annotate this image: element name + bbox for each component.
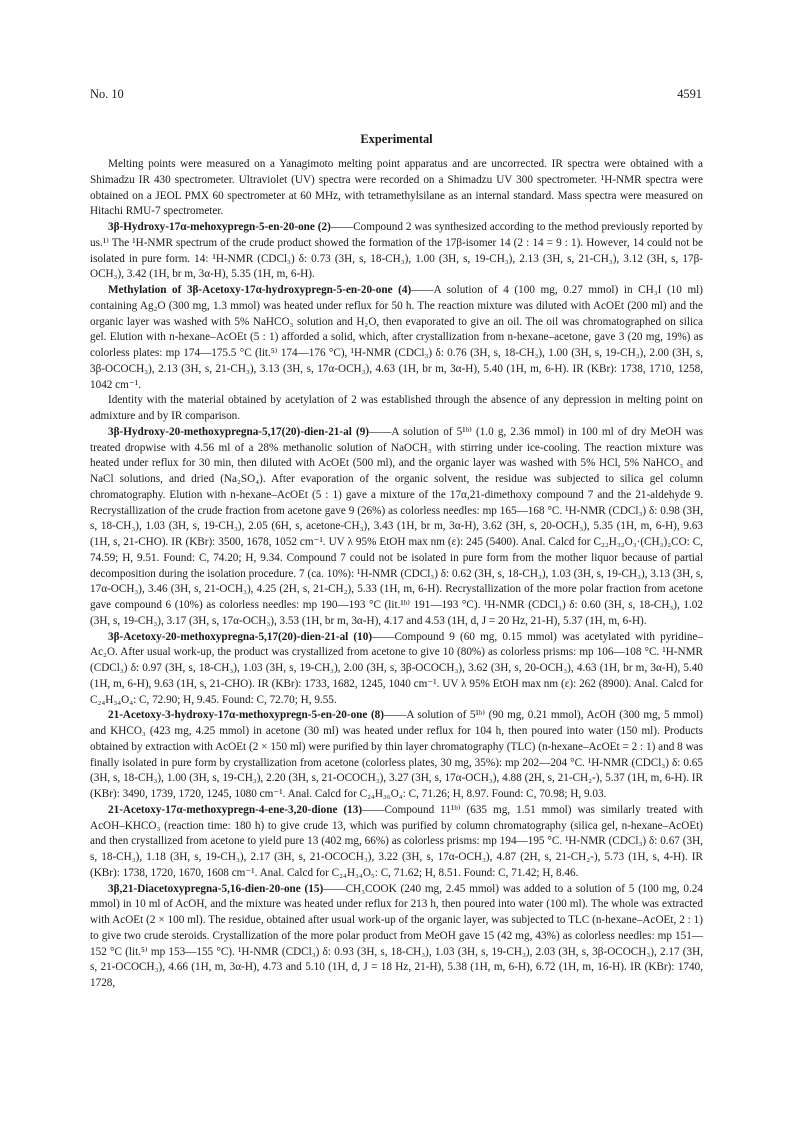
paragraph-text: Identity with the material obtained by acetylation of 2 was established through the absence of any depression in melting point on admixture and by IR comparison. — [90, 394, 703, 422]
paragraph-heading: 21-Acetoxy-3-hydroxy-17α-methoxypregn-5-en-20-one (8) — [108, 709, 384, 722]
paragraph-text: ——A solution of 5¹ᵇ⁾ (1.0 g, 2.36 mmol) in 100 ml of dry MeOH was treated dropwise with 4.56 ml of a 28% methanolic solution of NaOCH₃ with stirring under ice-cooling. The reaction mixture was heated under reflux for 30 min, then diluted with AcOEt (500 ml), and the organic layer was washed with 5% HCl, 5% NaHCO₃ and NaCl solutions, and dried (Na₂SO₄). After evaporation of the organic solvent, the residue was subjected to silica gel column chromatography. Elution with n-hexane–AcOEt (5 : 1) gave a mixture of the 17α,21-dimethoxy compound 7 and the 21-aldehyde 9. Recrystallization of the crude fraction from acetone gave 9 (26%) as colorless needles: mp 165—168 °C. ¹H-NMR (CDCl₃) δ: 0.98 (3H, s, 18-CH₃), 1.03 (3H, s, 19-CH₃), 2.05 (6H, s, acetone-CH₃), 3.43 (1H, br m, 3α-H), 3.62 (3H, s, 20-OCH₃), 5.35 (1H, m, 6-H), 9.63 (1H, s, 21-CHO). IR (KBr): 3500, 1678, 1052 cm⁻¹. UV λ 95% EtOH max nm (ε): 245 (5400). Anal. Calcd for C₂₂H₃₂O₃·(CH₃)₂CO: C, 74.59; H, 9.51. Found: C, 74.20; H, 9.34. Compound 7 could not be isolated in pure form from the mother liquor because of partial decomposition during the isolation procedure. 7 (ca. 10%): ¹H-NMR (CDCl₃) δ: 0.62 (3H, s, 18-CH₃), 1.03 (3H, s, 19-CH₃), 3.13 (3H, s, 17α-OCH₃), 3.46 (3H, s, 21-OCH₃), 4.25 (2H, s, 21-CH₂), 5.33 (1H, m, 6-H). Recrystallization of the more polar fraction from acetone gave compound 6 (10%) as colorless needles: mp 190—193 °C (lit.¹ᵇ⁾ 191—193 °C). ¹H-NMR (CDCl₃) δ: 0.60 (3H, s, 18-CH₃), 1.02 (3H, s, 19-CH₃), 3.17 (3H, s, 17α-OCH₃), 3.53 (1H, br m, 3α-H), 4.17 and 4.53 (1H, d, J = 20 Hz, 21-H), 5.37 (1H, m, 6-H). — [90, 425, 704, 627]
paragraph-text: ——Compound 9 (60 mg, 0.15 mmol) was acetylated with pyridine–Ac₂O. After usual work-up, the product was crystallized from acetone to give 10 (80%) as colorless prisms: mp 106—108 °C. ¹H-NMR (CDCl₃) δ: 0.97 (3H, s, 18-CH₃), 1.03 (3H, s, 19-CH₃), 2.00 (3H, s, 3β-OCOCH₃), 3.62 (3H, s, 20-OCH₃), 4.63 (1H, br m, 3α-H), 5.40 (1H, m, 6-H), 9.63 (1H, s, 21-CHO). IR (KBr): 1733, 1682, 1245, 1040 cm⁻¹. UV λ 95% EtOH max nm (ε): 262 (8900). Anal. Calcd for C₂₄H₃₄O₄: C, 72.90; H, 9.45. Found: C, 72.70; H, 9.55. — [90, 630, 703, 706]
paragraph-heading: 3β,21-Diacetoxypregna-5,16-dien-20-one (15) — [108, 882, 324, 895]
paragraph-text: ——A solution of 5¹ᵇ⁾ (90 mg, 0.21 mmol), AcOH (300 mg, 5 mmol) and KHCO₃ (423 mg, 4.25 mmol) in acetone (30 ml) was heated under reflux for 104 h, then poured into water (150 ml). Products obtained by extraction with AcOEt (2 × 150 ml) were purified by thin layer chromatography (TLC) (n-hexane–AcOEt = 2 : 1) and 8 was finally isolated in pure form by crystallization from acetone (colorless plates, 30 mg, 35%): mp 202—204 °C. ¹H-NMR (CDCl₃) δ: 0.65 (3H, s, 18-CH₃), 1.00 (3H, s, 19-CH₃), 2.20 (3H, s, 21-OCOCH₃), 3.27 (3H, s, 17α-OCH₃), 4.88 (2H, s, 21-CH₂-), 5.37 (1H, m, 6-H). IR (KBr): 3490, 1739, 1720, 1245, 1080 cm⁻¹. Anal. Calcd for C₂₄H₃₆O₄: C, 71.26; H, 8.97. Found: C, 70.98; H, 9.03. — [90, 709, 703, 800]
paragraph-text: ——Compound 11¹ᵇ⁾ (635 mg, 1.51 mmol) was similarly treated with AcOH–KHCO₃ (reaction time: 180 h) to give crude 13, which was purified by column chromatography (silica gel, n-hexane–AcOEt) and then crystallized from acetone to yield pure 13 (402 mg, 66%) as colorless prisms: mp 194—195 °C. ¹H-NMR (CDCl₃) δ: 0.67 (3H, s, 18-CH₃), 1.18 (3H, s, 19-CH₃), 2.17 (3H, s, 21-OCOCH₃), 3.22 (3H, s, 17α-OCH₃), 4.87 (2H, s, 21-CH₂-), 5.73 (1H, s, 4-H). IR (KBr): 1738, 1720, 1670, 1608 cm⁻¹. Anal. Calcd for C₂₄H₃₄O₅: C, 71.62; H, 8.51. Found: C, 71.42; H, 8.46. — [90, 803, 703, 879]
paragraph-text: ——Compound 2 was synthesized according to the method previously reported by us.¹⁾ The ¹H-NMR spectrum of the crude product showed the formation of the 17β-isomer 14 (2 : 14 = 9 : 1). However, 14 could not be isolated in pure form. 14: ¹H-NMR (CDCl₃) δ: 0.73 (3H, s, 18-CH₃), 1.00 (3H, s, 19-CH₃), 2.13 (3H, s, 21-CH₃), 3.12 (3H, s, 17β-OCH₃), 3.42 (1H, br m, 3α-H), 5.35 (1H, m, 6-H). — [90, 221, 703, 281]
experimental-body — [90, 157, 703, 992]
paragraph-compound-8 — [90, 708, 703, 803]
section-title: Experimental — [360, 132, 433, 146]
paragraph-identity — [90, 393, 703, 425]
paragraph-compound-15 — [90, 882, 703, 992]
paragraph-compound-13 — [90, 803, 703, 882]
paragraph-methylation-4 — [90, 283, 703, 393]
paragraph-heading: 21-Acetoxy-17α-methoxypregn-4-ene-3,20-dione (13) — [108, 803, 363, 816]
paragraph-heading: 3β-Hydroxy-20-methoxypregna-5,17(20)-dien-21-al (9) — [108, 425, 370, 438]
paragraph-compound-10 — [90, 630, 703, 709]
paragraph-compound-2 — [90, 220, 703, 283]
page-number: 4591 — [677, 87, 702, 101]
paragraph-heading: Methylation of 3β-Acetoxy-17α-hydroxypregn-5-en-20-one (4) — [108, 284, 412, 296]
paragraph-compound-9 — [90, 425, 703, 630]
issue-number: No. 10 — [90, 87, 124, 101]
paragraph-heading: 3β-Hydroxy-17α-mehoxypregn-5-en-20-one (2) — [108, 221, 331, 233]
paragraph-text: Melting points were measured on a Yanagimoto melting point apparatus and are uncorrected. IR spectra were obtained with a Shimadzu IR 430 spectrometer. Ultraviolet (UV) spectra were recorded on a Shimadzu UV 300 spectrometer. ¹H-NMR spectra were obtained on a JEOL PMX 60 spectrometer at 60 MHz, with tetramethylsilane as an internal standard. Mass spectra were measured on Hitachi RMU-7 spectrometer. — [90, 158, 703, 218]
paragraph-instruments — [90, 157, 703, 220]
page-header — [90, 87, 702, 105]
paragraph-heading: 3β-Acetoxy-20-methoxypregna-5,17(20)-dien-21-al (10) — [108, 630, 373, 643]
paragraph-text: ——A solution of 4 (100 mg, 0.27 mmol) in CH₃I (10 ml) containing Ag₂O (300 mg, 1.3 mmol) was heated under reflux for 50 h. The reaction mixture was diluted with AcOEt (200 ml) and the organic layer was washed with 5% NaHCO₃ solution and H₂O, then evaporated to give an oil. The oil was chromatographed on silica gel. Elution with n-hexane–AcOEt (5 : 1) afforded a solid, which, after crystallization from n-hexane–acetone, gave 3 (20 mg, 19%) as colorless plates: mp 174—175.5 °C (lit.⁵⁾ 174—176 °C), ¹H-NMR (CDCl₃) δ: 0.76 (3H, s, 18-CH₃), 1.00 (3H, s, 19-CH₃), 2.00 (3H, s, 3β-OCOCH₃), 2.13 (3H, s, 21-CH₃), 3.13 (3H, s, 17α-OCH₃), 4.63 (1H, br m, 3α-H), 5.40 (1H, m, 6-H). IR (KBr): 1738, 1710, 1258, 1042 cm⁻¹. — [90, 284, 703, 391]
paragraph-text: ——CH₃COOK (240 mg, 2.45 mmol) was added to a solution of 5 (100 mg, 0.24 mmol) in 10 ml of AcOH, and the mixture was heated under reflux for 213 h, then poured into water (100 ml). The whole was extracted with AcOEt (2 × 100 ml). The residue, obtained after usual work-up of the organic layer, was subjected to TLC (n-hexane–AcOEt, 2 : 1) to give two crude steroids. Crystallization of the more polar product from MeOH gave 15 (42 mg, 43%) as colorless needles: mp 151—152 °C (lit.⁵⁾ mp 153—155 °C). ¹H-NMR (CDCl₃) δ: 0.93 (3H, s, 18-CH₃), 1.03 (3H, s, 19-CH₃), 2.03 (3H, s, 3β-OCOCH₃), 2.17 (3H, s, 21-OCOCH₃), 4.66 (1H, m, 3α-H), 4.73 and 5.10 (1H, d, J = 18 Hz, 21-H), 5.38 (1H, m, 6-H), 6.72 (1H, m, 16-H). IR (KBr): 1740, 1728, — [90, 882, 703, 989]
